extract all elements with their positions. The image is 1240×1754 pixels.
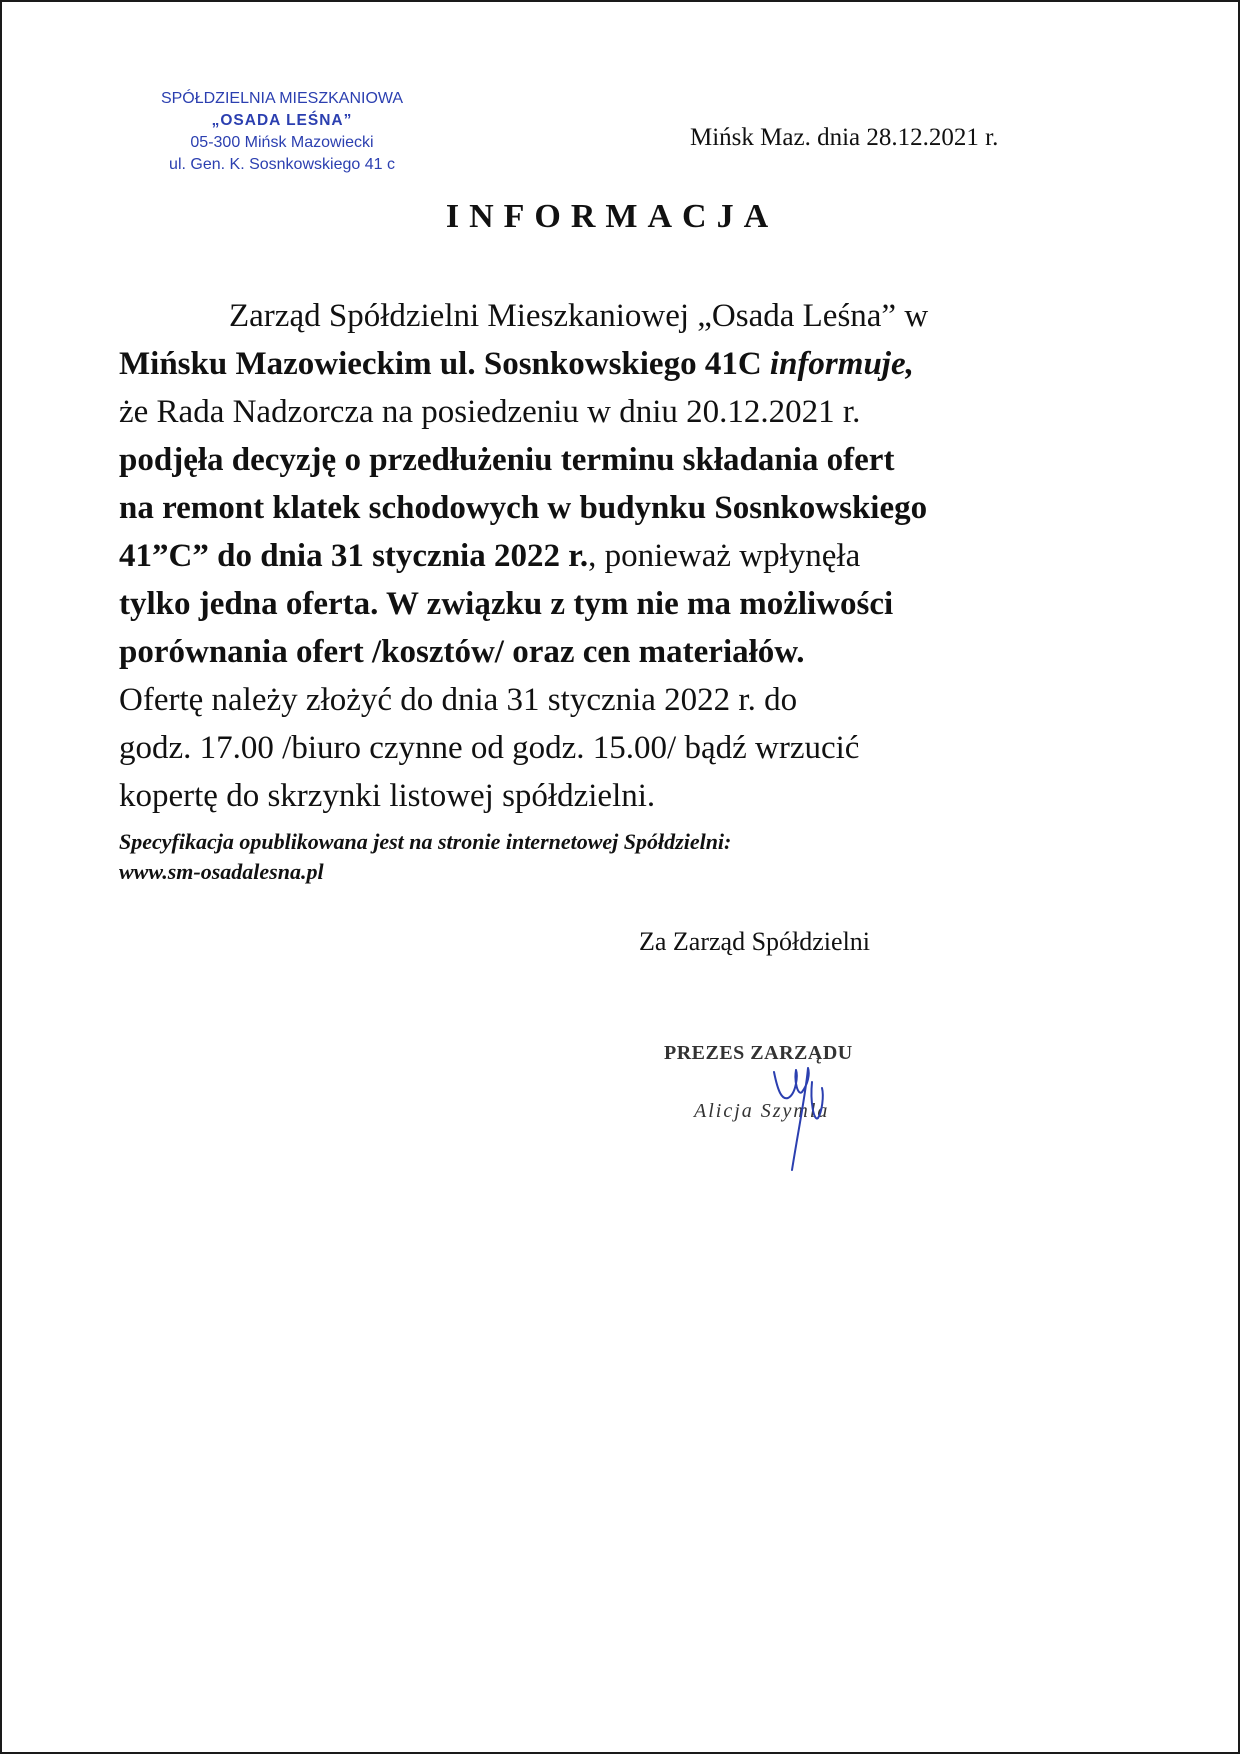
body-line-9: Ofertę należy złożyć do dnia 31 stycznia 2022 r. do (119, 682, 798, 718)
place-and-date: Mińsk Maz. dnia 28.12.2021 r. (690, 124, 999, 151)
handwritten-signature (752, 1052, 872, 1172)
specification-text: Specyfikacja opublikowana jest na stronie internetowej Spółdzielni: (119, 829, 732, 854)
body-line-2-emphasis: informuje, (769, 346, 914, 382)
stamp-address-city: 05-300 Mińsk Mazowiecki (190, 134, 374, 151)
signatory-name: Alicja Szymla (694, 1100, 830, 1122)
signatory-title: PREZES ZARZĄDU (664, 1042, 853, 1064)
body-line-5: na remont klatek schodowych w budynku Sosnkowskiego (119, 490, 928, 526)
body-line-6-deadline: do dnia 31 stycznia 2022 r. (217, 538, 589, 574)
body-line-8: porównania ofert /kosztów/ oraz cen materiałów. (119, 634, 805, 670)
body-line-1: Zarząd Spółdzielni Mieszkaniowej „Osada Leśna” w (229, 298, 929, 334)
stamp-org-name: „OSADA LEŚNA” (211, 112, 353, 129)
body-line-3: że Rada Nadzorcza na posiedzeniu w dniu 20.12.2021 r. (119, 394, 861, 430)
specification-note (119, 827, 731, 887)
body-line-10: godz. 17.00 /biuro czynne od godz. 15.00/ bądź wrzucić (119, 730, 860, 766)
body-line-4: podjęła decyzję o przedłużeniu terminu składania ofert (119, 442, 895, 478)
organization-stamp (132, 88, 432, 176)
stamp-line-1: SPÓŁDZIELNIA MIESZKANIOWA (160, 90, 404, 107)
stamp-address-street: ul. Gen. K. Sosnkowskiego 41 c (169, 156, 395, 173)
body-line-2-text: Mińsku Mazowieckim ul. Sosnkowskiego 41C (119, 346, 770, 382)
body-line-2 (119, 340, 1119, 388)
body-line-6-suffix: , ponieważ wpłynęła (588, 538, 861, 574)
body-line-6-prefix: 41”C” (119, 538, 218, 574)
closing-line: Za Zarząd Spółdzielni (639, 927, 871, 956)
body-line-7: tylko jedna oferta. W związku z tym nie ma możliwości (119, 586, 894, 622)
body-line-6 (119, 532, 1119, 580)
body-line-11: kopertę do skrzynki listowej spółdzielni. (119, 778, 656, 814)
website-link[interactable]: www.sm-osadalesna.pl (119, 859, 324, 884)
document-title: INFORMACJA (445, 198, 779, 235)
body-paragraph (119, 292, 1119, 820)
